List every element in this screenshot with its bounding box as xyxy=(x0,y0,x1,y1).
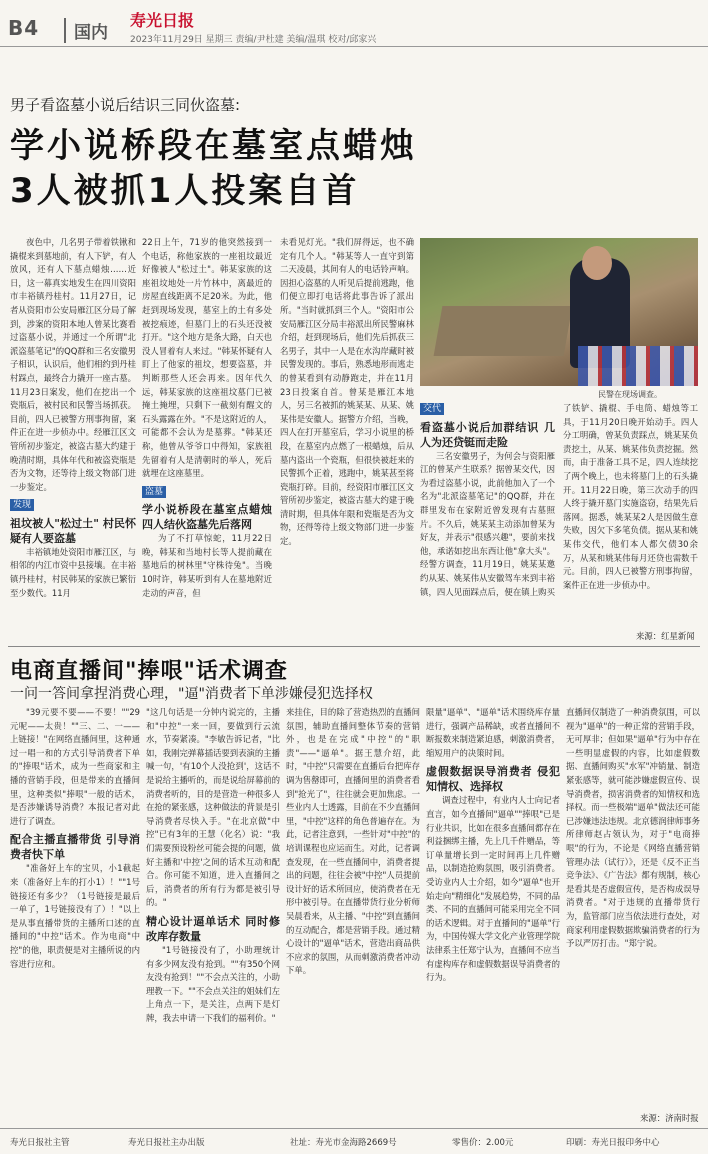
story1-source: 来源：红星新闻 xyxy=(636,631,695,641)
tarp-shape xyxy=(578,346,698,386)
issue-meta: 2023年11月29日 星期三 责编/尹杜建 美编/温琪 校对/邱家兴 xyxy=(130,35,377,45)
story1-tag-confess: 交代 xyxy=(420,403,444,415)
officer-face xyxy=(582,246,612,280)
section-label: 国内 xyxy=(64,18,108,43)
story2-column-1 xyxy=(10,706,140,1122)
story2-col5-text: 直播间仅制造了一种消费氛围，可以视为"逼单"的一种正常的营销手段，无可厚非；但如果"逼单"行为中存在一些明显虚假的内容，比如虚假数据、直播间购买"水军"冲销量、制造紧张感等，就可能涉嫌虚假宣传、误导消费者，损害消费者的知情权和选择权。而一些极端"逼单"做法还可能已涉嫌违法违规。北京德润律师事务所律师赵占领认为，对于"电商捧哏"的行为，不论是《网络直播营销管理办法（试行）》，还是《反不正当竞争法》、《广告法》都有规制，核心是看其是否虚假宣传，是否构成误导消费者。"对于违规的直播带货行为，监管部门应当依法进行查处，对商家利用虚假数据欺骗消费者的行为予以严厉打击。"郑宁说。 xyxy=(566,707,700,949)
story1-col1-text: 夜色中，几名男子带着铁锹和撬棍来到墓地前，有人下铲，有人放风，还有人下墓点蜡烛……近日，这一幕真实地发生在四川资阳市丰裕镇丹桂村。11月27日，记者从资阳市公安局雁江区分局了解到，涉案的资阳本地人曾某比赛看过盗墓小说，并通过一个所谓"北派盗墓笔记"的QQ群和三名安徽男子相识，认识后，他们相约到丹桂村踩点，最终合力撬开一座古墓。11月23日案发，他们在挖出一个瓷瓶后，被村民和民警当场抓获。目前，四人已被警方刑事拘留，案件正在进一步侦办中。经雁江区文管所初步鉴定，被盗古墓大约建于晚清时期，具体年代和被盗瓷瓶是否为文物，还等待上级文物部门进一步鉴定。 xyxy=(10,237,136,492)
story1-subhead-3: 看盗墓小说后加群结识 几人为还贷铤而走险 xyxy=(420,420,555,449)
story2-col4-text: 限量"逼单"、"逼单"话术围绕库存量进行，强调产品稀缺，或者直播间不断报数来制造紧迫感，刺激消费者，缩短用户的决策时间。 xyxy=(426,707,560,758)
story1-kicker: 男子看盗墓小说后结识三同伙盗墓: xyxy=(10,96,241,114)
story2-column-3 xyxy=(286,706,420,1122)
story1-column-3 xyxy=(280,236,414,640)
story-divider xyxy=(8,646,700,647)
footer-printer: 印刷：寿光日报印务中心 xyxy=(566,1138,660,1148)
story2-col3-text: 来挂住，目的除了营造热烈的直播间氛围，辅助直播间整体节奏的营销外，也是在完成"中控"的"职责"——"逼单"。据王慧介绍，此时，"中控"只需要在直播后台把库存调为售罄即可，直播间里的消费者看到"抢光了"，往往就会更加焦虑。一些业内人士透露，目前在不少直播间里，"中控"这样的角色普遍存在。为此，记者注意到，一些针对"中控"的培训课程也应运而生。对此，记者调查发现，在一些直播间中，消费者提出的问题，往往会被"中控"人员提前设计好的话术所回应，使消费者在无形中被引导。在直播带货行业分析师吴晨看来，从主播、"中控"到直播间的互动配合，都是营销手段。通过精心设计的"逼单"话术，营造出商品供不应求的氛围，从而刺激消费者冲动下单。 xyxy=(286,707,420,976)
story1-column-4 xyxy=(420,402,698,640)
story2-subhead-3: 虚假数据误导消费者 侵犯知情权、选择权 xyxy=(426,765,560,794)
story1-photo xyxy=(420,238,698,386)
story2-headline: 电商直播间"捧哏"话术调查 xyxy=(10,659,288,684)
story2-col2b-text: "1号链接没有了，小助理统计有多少网友没有抢到。""有350个网友没有抢到！""不会点关注的，小助理教一下。""不会点关注的姐妹们左上角点一下，是关注，点两下是灯牌，我去申请一下我们的福利价。" xyxy=(146,944,280,1023)
newspaper-logo: 寿光日报 xyxy=(130,11,195,30)
tomb-stone-shape xyxy=(434,306,573,356)
story1-col3-text: 未看见灯光。"我们屏得远，也不确定有几个人。"韩某等人一直守到第二天凌晨，其间有人的电话铃声响。因担心盗墓的人听见后提前逃跑，他们便立即打电话将此事告诉了派出所。"当时就抓到三个人。"资阳市公安局雁江区分局丰裕派出所民警麻林介绍，赶到现场后，他们先后抓获三名男子，其中一人是在水沟岸藏时被民警发现的。事后，熟悉地形而逃走的曾某看到有动静跑走，并在11月23日投案自首。曾某是雁江本地人，另三名被抓的姚某某、从某、姚某伟是安徽人。据警方介绍，当晚，四人在打开墓室后，学习小说里的桥段，在墓室内点燃了一根蜡烛，后从墓内盗出一个瓷瓶，但很快被赶来的民警抓个正着，逃跑中，姚某甚至将瓷瓶打碎。目前，经资阳市雁江区文管所初步鉴定，被盗古墓大约建于晚清时期，但具体年限和瓷瓶是否为文物，还得等待上级文物部门进一步鉴定。 xyxy=(280,237,414,547)
story1-headline-line1: 学小说桥段在墓室点蜡烛 xyxy=(10,126,417,166)
story2-subhead: 一问一答间拿捏消费心理，"逼"消费者下单涉嫌侵犯选择权 xyxy=(10,686,373,702)
story2-col1-text: "39元要不要——不要！""29元呢——太贵！""三、二、一——上链接！"在网络直播间里，这种通过一唱一和的方式引导消费者下单的"捧哏"话术，成为一些商家和主播的营销手段，但是带来的直播间里，这种类似"捧哏"一般的话术，是否涉嫌诱导消费？本报记者对此进行了调查。 xyxy=(10,707,140,826)
story1-col4-text: 三名安徽男子，为何会与资阳雁江的曾某产生联系？据曾某交代，因为看过盗墓小说，此前他加入了一个名为"北派盗墓笔记"的QQ群，并在群里发布在家附近曾发现有古墓照片。不久后，姚某某主动添加曾某为好友，并表示"很感兴趣"，要前来找他，承诺如挖出东西让他"拿大头"。经警方调查，11月19日，姚某某邀约从某、姚某伟从安徽驾车来到丰裕镇，四人见面踩点后，便在镇上购买了铁铲、撬棍、手电筒、蜡烛等工具，于11月20日晚开始动手。四人分工明确，曾某负责踩点，姚某某负责挖土，从某、姚某伟负责挖掘。然而，由于准备工具不足，四人连续挖了两个晚上，也未将墓门上的石头撬开。11月22日晚，第三次动手的四人终于撬开墓门实施盗窃，结果先后落网。据悉，姚某某2人是因做生意失败，因欠下多笔负债。据从某和姚某伟交代，他们本人都欠债30余万，从某和姚某伟每月还贷也需数千元。目前，四人已被警方刑事拘留，案件正在进一步侦办中。 xyxy=(420,403,698,597)
story1-tag-discover: 发现 xyxy=(10,499,34,511)
story2-source: 来源：济南时报 xyxy=(640,1113,699,1123)
story2-subhead-2: 精心设计逼单话术 同时修改库存数量 xyxy=(146,914,280,943)
page-number: B4 xyxy=(8,16,40,40)
story2-column-2 xyxy=(146,706,280,1122)
story2-col2-text: "这几句话是一分钟内说完的，主播和"中控"一来一回，要做到行云流水，节奏紧凑。"李敏告诉记者，"比如，我刚完弹幕插话要到表演的主播喊一句，'有10个人没抢到'，这话不是说给主播听的，而是说给屏幕前的消费者听的，目的是营造一种很多人在抢的紧张感，这种做法的背景是引导消费者尽快入手。"在北京做"中控"已有3年的王慧（化名）说："我们需要预设粉丝可能会提的问题，做好主播和'中控'之间的话术互动和配合。你可能不知道，进入直播间之后，消费者的所有行为都是被引导的。" xyxy=(146,707,280,908)
story1-column-1 xyxy=(10,236,136,640)
story1-col1b-text: 丰裕镇地处资阳市雁江区，与相邻的内江市资中县接壤。在丰裕镇丹桂村，村民韩某的家族已繁衍至少数代。11月 xyxy=(10,546,136,598)
story1-subhead-2: 学小说桥段在墓室点蜡烛 四人结伙盗墓先后落网 xyxy=(142,503,272,532)
story2-col1b-text: "准备好上车的宝贝，小1截起来（准备好上车的打小1）！""1号链接还有多少？（1号链接是最后一单了，1号链接没有了）！"以上是从事直播带货的主播所口述的直播间的"中控"话术。作为电商"中控"的他，职责便是对主播所说的内容进行应和。 xyxy=(10,863,140,969)
story2-col4b-text: 调查过程中，有业内人士向记者直言，如今直播间"逼单""捧哏"已是行业共识，比如在很多直播间都存在利益捆绑主播，先上几千件赠品，等订单量增长到一定时间再上几件赠品，以制造抢购氛围，吸引消费者。受访业内人士介绍，如今"逼单"也开始走向"精细化"发展趋势，不同的品类、不同的直播间可能采用完全不同的话术逻辑。对于直播间的"逼单"行为，中国传媒大学文化产业管理学院法律系主任郑宁认为，直播间不应当有虚构库存和虚假数据误导消费者的行为。 xyxy=(426,795,560,983)
story1-headline-line2: 3人被抓1人投案自首 xyxy=(10,171,360,211)
footer-sponsor: 寿光日报社主管 xyxy=(10,1138,70,1148)
story1-column-2 xyxy=(142,236,272,640)
story2-subhead-1: 配合主播直播带货 引导消费者快下单 xyxy=(10,833,140,862)
page-header xyxy=(0,0,708,47)
story1-tag-robbery: 盗墓 xyxy=(142,486,166,498)
story1-subhead-1: 祖坟被人"松过土" 村民怀疑有人要盗墓 xyxy=(10,516,136,545)
story1-col2-text: 22日上午，71岁的他突然接到一个电话，称他家族的一座祖坟最近好像被人"松过土"。韩某家族的这座祖坟地处一片竹林中，离最近的房屋直线距离不足20米。为此，他赶到现场发现，墓室上的土有多处被挖痕迹，但墓门上的石头还没被打开。"这个地方是条大路，白天也没人冒着有人来过。"韩某怀疑有人盯上了他家的祖坟，想要盗墓，并判断那些人还会再来。因年代久远，韩某家族的这座祖坟墓门已被掩土掩埋，只剩下一截刻有醒文的石头露露在外。"不是这附近的人，可能都不会认为是墓葬。"韩某还称，他曾从爷爷口中得知，家族祖先留着有人是清朝时的举人，死后就埋在这座墓里。 xyxy=(142,237,272,479)
page-footer xyxy=(0,1128,708,1154)
story1-col2b-text: 为了不打草惊蛇，11月22日晚，韩某和当地村长等人提前藏在墓地后的树林里"守株待兔"。当晚10时许，韩某听到有人在墓地附近走动的声音，但 xyxy=(142,533,272,598)
footer-price: 零售价：2.00元 xyxy=(452,1138,514,1148)
story2-column-4 xyxy=(426,706,560,1122)
footer-publisher: 寿光日报社主办出版 xyxy=(128,1138,205,1148)
footer-address: 社址：寿光市金海路2669号 xyxy=(290,1138,397,1148)
photo-caption: 民警在现场调查。 xyxy=(598,390,662,399)
story2-column-5 xyxy=(566,706,700,1110)
